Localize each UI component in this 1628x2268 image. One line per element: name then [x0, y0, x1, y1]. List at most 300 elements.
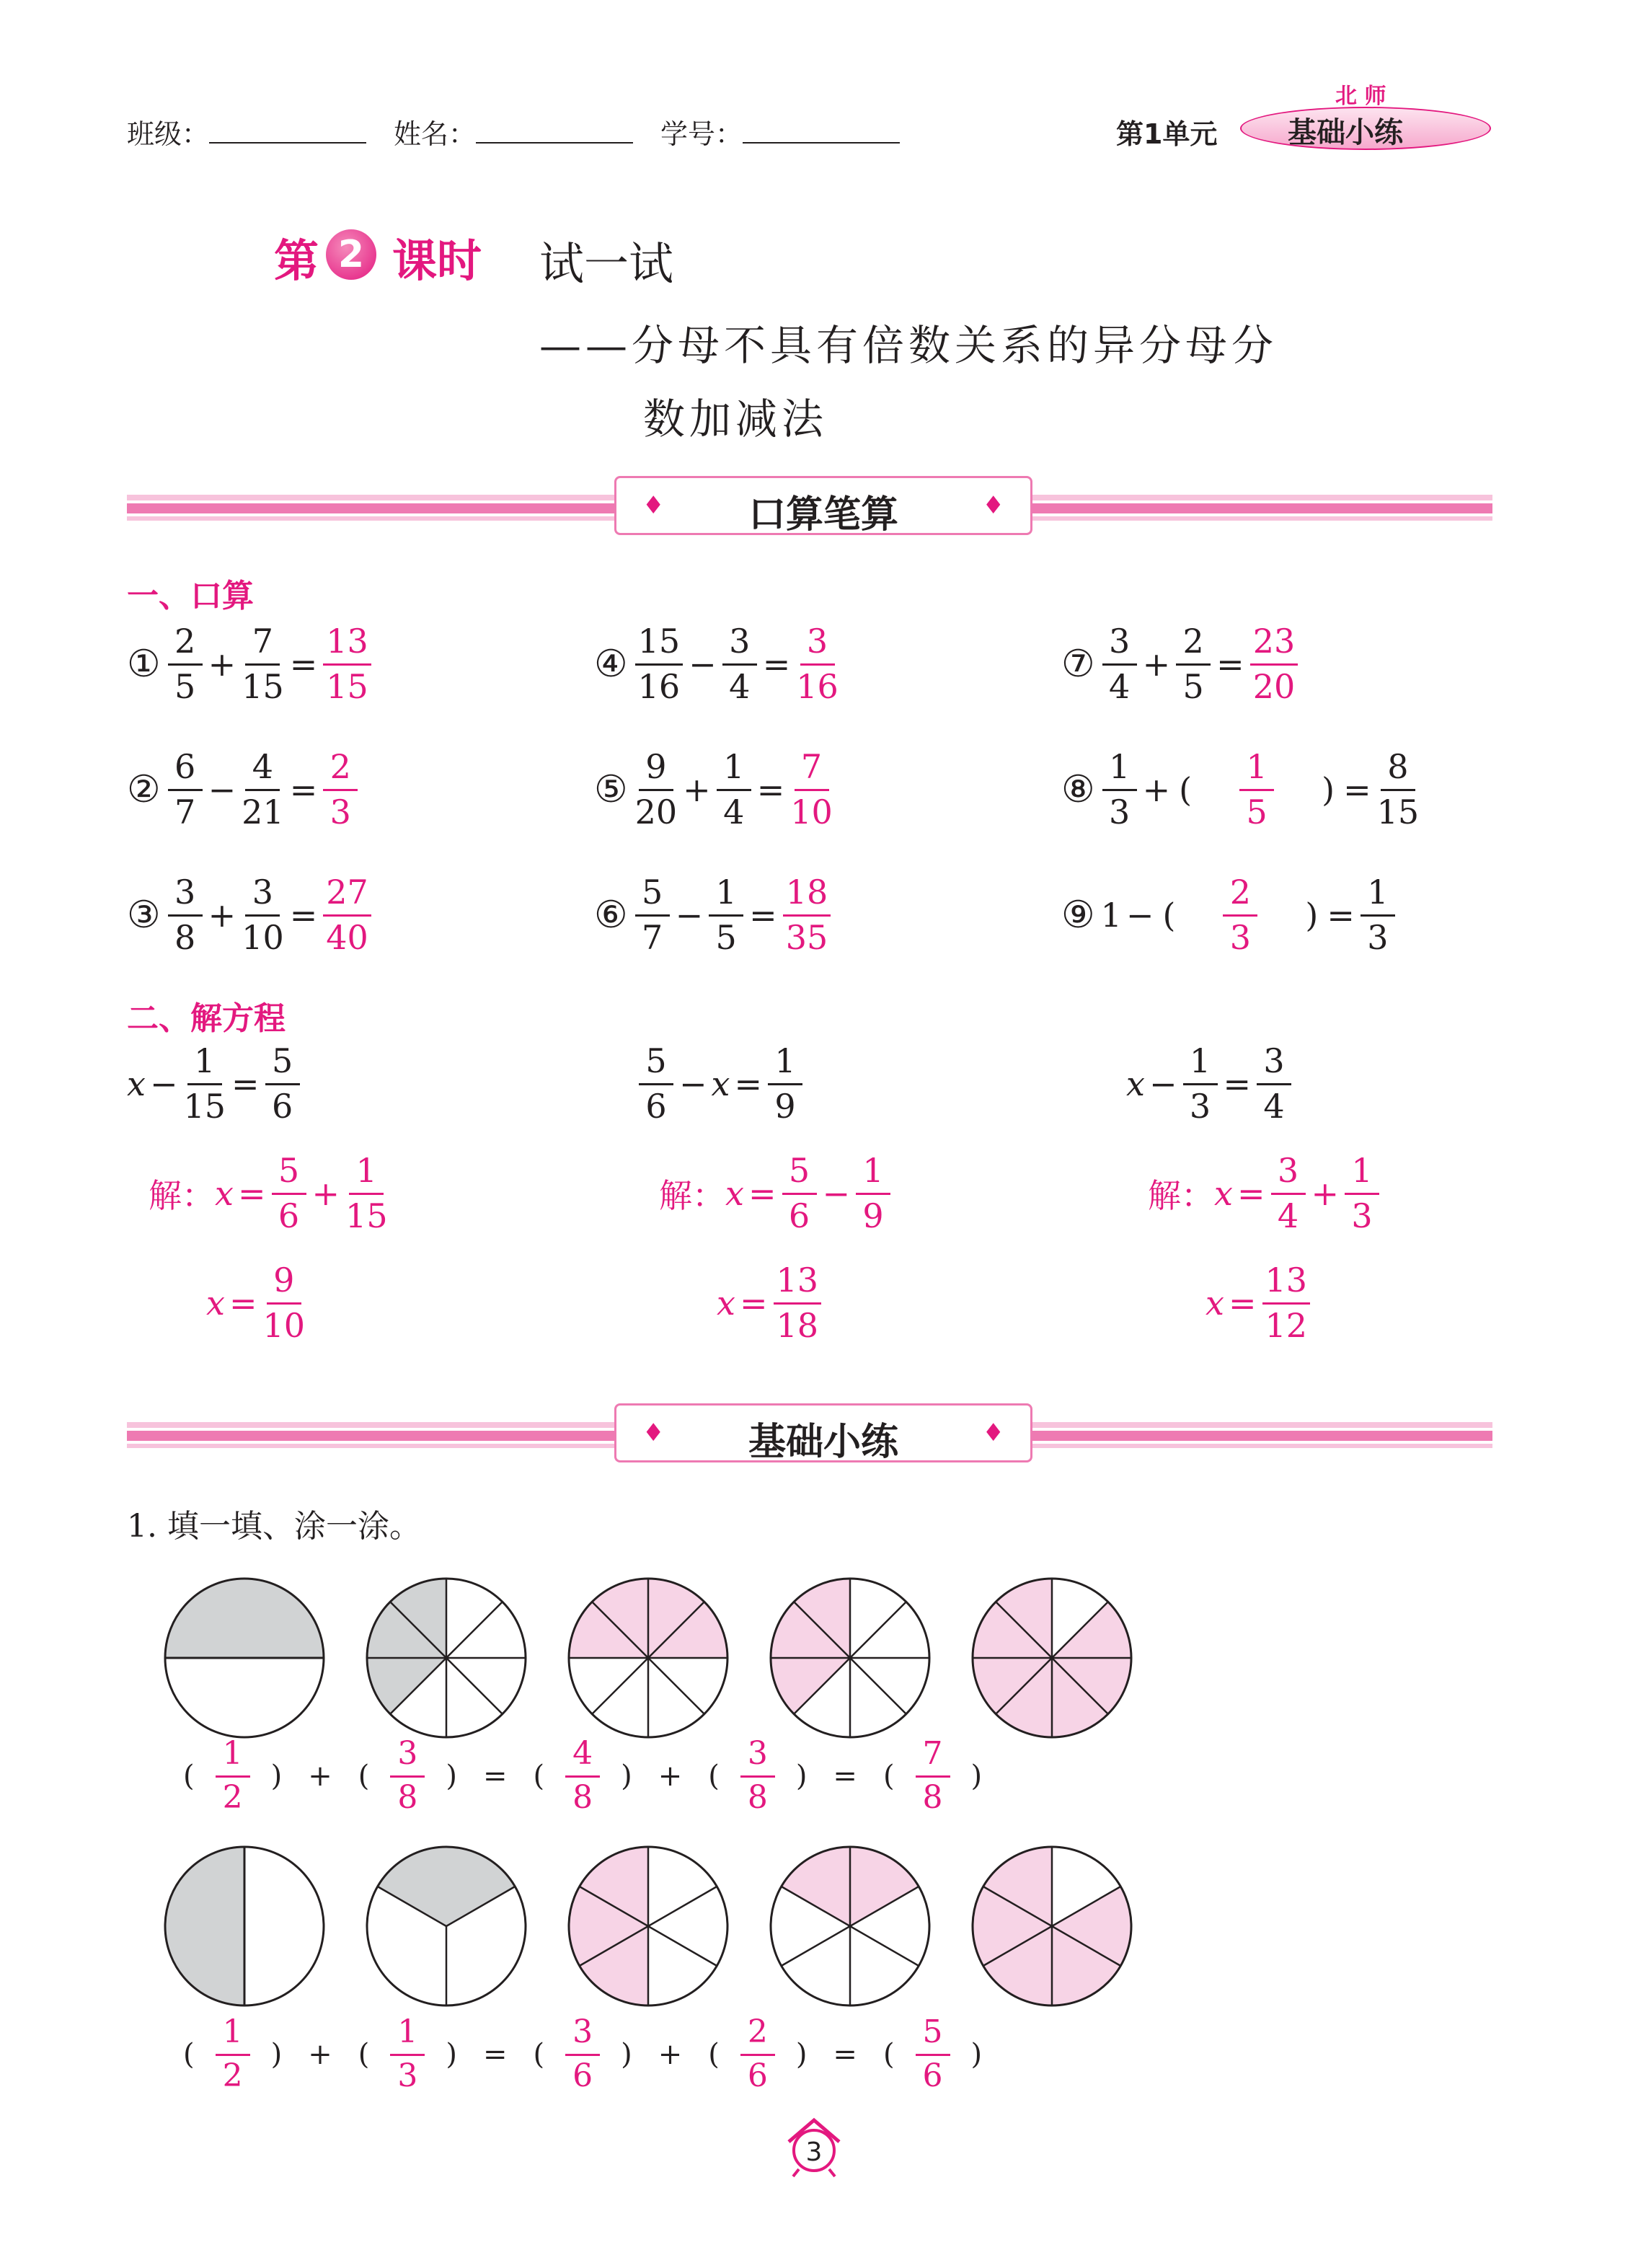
fill-blank[interactable] [557, 2013, 608, 2094]
oral-item [594, 747, 834, 831]
id-field [660, 112, 900, 151]
numerator: 8 [1381, 750, 1415, 791]
numerator: 3 [722, 625, 757, 666]
numerator: 1 [856, 1154, 890, 1195]
denominator: 3 [1108, 793, 1131, 831]
fill-blank[interactable] [208, 2013, 258, 2094]
fill-blank[interactable] [733, 2013, 783, 2094]
denominator: 15 [183, 1087, 226, 1126]
numerator: 18 [783, 875, 831, 917]
numerator: 3 [245, 875, 280, 917]
class-label: 班级： [127, 118, 210, 150]
circle-half [165, 1579, 324, 1737]
denominator: 8 [174, 918, 196, 957]
eq-result [265, 1041, 300, 1126]
denominator: 10 [242, 918, 284, 957]
numerator: 1 [216, 1738, 250, 1778]
fill-fraction [216, 2013, 250, 2094]
answer [323, 873, 371, 957]
numerator: 13 [1262, 1263, 1311, 1305]
numerator: 2 [323, 750, 358, 791]
operand-b [242, 747, 284, 831]
page-number: 3 [805, 2137, 823, 2167]
whole-number: 1 [1100, 895, 1122, 935]
paren: ) [270, 1759, 283, 1793]
numerator: 3 [168, 875, 203, 917]
operand-b [717, 747, 751, 831]
paren: ( [708, 1759, 720, 1793]
answer-blank[interactable] [1158, 873, 1322, 957]
operand-a [168, 747, 203, 831]
eq-term [183, 1041, 226, 1126]
section-title-2: 基础小练 [748, 1421, 898, 1464]
item-number: ③ [127, 893, 161, 937]
denominator: 2 [222, 2057, 243, 2094]
denominator: 3 [397, 2057, 418, 2094]
paren: ( [358, 1759, 370, 1793]
item-number: ⑨ [1061, 893, 1095, 937]
numerator: 1 [187, 1044, 222, 1085]
lesson-subtitle-line1: ——分母不具有倍数关系的异分母分 [539, 321, 1278, 370]
oral-item [1061, 622, 1299, 706]
numerator: 2 [168, 625, 203, 666]
step-term-a [782, 1151, 817, 1235]
brand-text: 基础小练 [1288, 116, 1403, 149]
step-term-b [856, 1151, 890, 1235]
denominator: 2 [222, 1779, 243, 1816]
paren: ( [882, 2037, 895, 2071]
solution-result [262, 1261, 306, 1345]
denominator: 15 [326, 667, 368, 706]
operand-a [168, 622, 203, 706]
name-field [394, 112, 633, 151]
circle-eighths-3-pink [771, 1579, 929, 1737]
denominator: 7 [641, 918, 663, 957]
operator: + [308, 2037, 332, 2071]
denominator: 5 [1246, 793, 1268, 831]
paren: ) [795, 2037, 808, 2071]
fill-fraction [916, 1735, 950, 1816]
numerator: 3 [390, 1738, 425, 1778]
operator: − [675, 895, 704, 935]
denominator: 6 [645, 1087, 667, 1126]
lesson-title: 试一试 [539, 237, 674, 290]
denominator: 16 [637, 667, 681, 706]
operator: − [1125, 895, 1154, 935]
solution-label: 解： [149, 1175, 215, 1215]
item-number: ⑦ [1061, 642, 1095, 686]
answer [323, 747, 358, 831]
oral-item [1061, 873, 1397, 957]
answer [796, 622, 839, 706]
paren: ( [358, 2037, 370, 2071]
oral-item [1061, 747, 1420, 831]
result [1361, 873, 1395, 957]
equals: = [289, 644, 318, 684]
answer [323, 622, 371, 706]
variable: x [127, 1064, 146, 1103]
fill-fraction [390, 1735, 425, 1816]
denominator: 4 [1263, 1087, 1285, 1126]
fill-blank[interactable] [208, 1735, 258, 1816]
operand-a [635, 622, 684, 706]
operator: = [833, 1759, 857, 1793]
numerator: 1 [1239, 750, 1274, 791]
equation [1126, 1041, 1293, 1126]
paren: ( [1162, 895, 1176, 935]
fill-row-1 [170, 1735, 995, 1816]
paren: ) [270, 2037, 283, 2071]
solution-step-2 [717, 1261, 823, 1345]
numerator: 5 [635, 875, 670, 917]
operand-b [709, 873, 743, 957]
numerator: 5 [782, 1154, 817, 1195]
oral-item [594, 873, 832, 957]
id-blank[interactable] [743, 118, 900, 144]
fill-row-2 [170, 2013, 995, 2094]
solution-result [1262, 1261, 1311, 1345]
numerator: 3 [1257, 1044, 1291, 1085]
oral-item [127, 873, 373, 957]
denominator: 5 [715, 918, 737, 957]
numerator: 1 [216, 2016, 250, 2056]
section-title-1: 口算笔算 [748, 493, 898, 537]
operator: + [311, 1173, 340, 1213]
solution-result [774, 1261, 822, 1345]
denominator: 6 [922, 2057, 943, 2094]
name-blank[interactable] [476, 118, 633, 144]
step-term-b [1345, 1151, 1379, 1235]
paren: ) [621, 1759, 632, 1793]
eq-result [768, 1041, 802, 1126]
variable: x [1214, 1173, 1233, 1213]
operand-a [1102, 622, 1137, 706]
denominator: 8 [747, 1779, 768, 1816]
equals: = [762, 644, 791, 684]
variable: x [1126, 1064, 1145, 1103]
id-label: 学号： [660, 118, 743, 150]
answer [790, 747, 833, 831]
denominator: 5 [174, 667, 196, 706]
oral-item [127, 747, 359, 831]
denominator: 3 [1189, 1087, 1211, 1126]
operator: = [482, 2037, 508, 2071]
answer-blank[interactable] [1174, 747, 1339, 831]
fill-fraction [565, 2013, 600, 2094]
operator: + [683, 769, 711, 809]
denominator: 21 [242, 793, 284, 831]
numerator: 1 [768, 1044, 802, 1085]
operand-b [1176, 622, 1211, 706]
numerator: 7 [916, 1738, 950, 1778]
numerator: 23 [1250, 625, 1299, 666]
class-field [127, 112, 366, 151]
equals: = [748, 1173, 777, 1213]
numerator: 4 [245, 750, 280, 791]
diamond-icon: ♦ [642, 1418, 665, 1447]
paren: ) [446, 1759, 457, 1793]
denominator: 4 [1108, 667, 1131, 706]
operator: + [1142, 769, 1171, 809]
solution-label: 解： [659, 1175, 725, 1215]
denominator: 15 [1376, 793, 1420, 831]
variable: x [725, 1173, 744, 1213]
numerator: 6 [168, 750, 203, 791]
circle-eighths-4-pink [569, 1579, 727, 1737]
lesson-subtitle-line2: 数加减法 [643, 394, 828, 444]
paren: ( [183, 1759, 195, 1793]
denominator: 10 [790, 793, 833, 831]
numerator: 3 [565, 2016, 600, 2056]
answer [1250, 622, 1299, 706]
denominator: 3 [1229, 918, 1252, 957]
denominator: 16 [796, 667, 839, 706]
equals: = [1228, 1283, 1257, 1323]
denominator: 40 [326, 918, 368, 957]
paren: ) [795, 1759, 808, 1793]
solution-step-1 [659, 1151, 892, 1235]
numerator: 1 [717, 750, 751, 791]
lesson-tag-suffix: 课时 [392, 234, 482, 287]
circle-eighths-3-gray [367, 1579, 526, 1737]
operator: − [1149, 1064, 1177, 1103]
solution-label: 解： [1148, 1175, 1214, 1215]
denominator: 6 [747, 2057, 768, 2094]
denominator: 18 [776, 1306, 819, 1345]
operator: + [658, 2037, 683, 2071]
equals: = [1216, 644, 1244, 684]
denominator: 5 [1182, 667, 1204, 706]
operator: = [833, 2037, 857, 2071]
denominator: 8 [572, 1779, 593, 1816]
numerator: 5 [265, 1044, 300, 1085]
part-equation-heading: 二、解方程 [127, 1000, 286, 1037]
numerator: 13 [774, 1263, 822, 1305]
circle-row-2 [163, 1845, 1172, 2011]
class-blank[interactable] [209, 118, 366, 144]
brand-top: 北 师 [1335, 84, 1386, 109]
operand-b [242, 873, 284, 957]
operator: − [689, 644, 717, 684]
circle-eighths-7-pink [973, 1579, 1131, 1737]
operand-a [634, 747, 678, 831]
circle-half-vertical [165, 1847, 324, 2006]
question-1: 1. 填一填、涂一涂。 [127, 1508, 421, 1545]
part-oral-heading: 一、口算 [127, 578, 254, 614]
operator: − [208, 769, 236, 809]
numerator: 1 [390, 2016, 425, 2056]
numerator: 2 [1223, 875, 1257, 917]
step-term-a [272, 1151, 306, 1235]
paren: ) [970, 1759, 983, 1793]
variable: x [1205, 1283, 1224, 1323]
operand-a [635, 873, 670, 957]
equals: = [289, 769, 318, 809]
name-label: 姓名： [394, 118, 477, 150]
fill-blank[interactable] [733, 1735, 783, 1816]
denominator: 9 [774, 1087, 796, 1126]
fill-blank[interactable] [382, 1735, 433, 1816]
item-number: ② [127, 767, 161, 811]
lesson-tag-prefix: 第 [274, 234, 319, 287]
numerator: 27 [323, 875, 371, 917]
denominator: 3 [1367, 918, 1389, 957]
answer [783, 873, 831, 957]
equals: = [231, 1064, 260, 1103]
fill-blank[interactable] [908, 2013, 958, 2094]
section-title-box-2 [614, 1403, 1032, 1462]
solution-step-1 [1148, 1151, 1381, 1235]
paren: ( [183, 2037, 195, 2071]
fill-fraction [390, 2013, 425, 2094]
denominator: 6 [278, 1196, 300, 1235]
eq-result [1257, 1041, 1291, 1126]
circle-sixths-2-pink [771, 1847, 929, 2006]
oral-item [594, 622, 840, 706]
equals: = [739, 1283, 768, 1323]
numerator: 1 [1361, 875, 1395, 917]
circle-row-1 [163, 1576, 1172, 1742]
equals: = [1237, 1173, 1265, 1213]
operand-b [242, 622, 284, 706]
numerator: 15 [635, 625, 684, 666]
operand-b [722, 622, 757, 706]
equals: = [1343, 769, 1371, 809]
numerator: 1 [349, 1154, 384, 1195]
item-number: ④ [594, 642, 628, 686]
equals: = [289, 895, 318, 935]
denominator: 4 [1277, 1196, 1299, 1235]
equals: = [734, 1064, 763, 1103]
denominator: 6 [572, 2057, 593, 2094]
paren: ) [446, 2037, 457, 2071]
section-title-box-1 [614, 476, 1032, 535]
operator: + [308, 1759, 332, 1793]
circle-sixths-3-pink [569, 1847, 727, 2006]
operator: + [208, 895, 236, 935]
equals: = [756, 769, 785, 809]
paren: ( [533, 2037, 545, 2071]
equation [127, 1041, 301, 1126]
fill-fraction [216, 1735, 250, 1816]
fill-fraction [565, 1735, 600, 1816]
operator: + [208, 644, 236, 684]
paren: ) [621, 2037, 632, 2071]
item-number: ⑤ [594, 767, 628, 811]
fill-blank[interactable] [557, 1735, 608, 1816]
paren: ) [970, 2037, 983, 2071]
denominator: 8 [397, 1779, 418, 1816]
denominator: 10 [262, 1306, 306, 1345]
fill-fraction [740, 2013, 775, 2094]
numerator: 5 [639, 1044, 673, 1085]
step-term-b [345, 1151, 388, 1235]
denominator: 12 [1265, 1306, 1308, 1345]
fill-blank[interactable] [382, 2013, 433, 2094]
unit-label: 第1单元 [1116, 118, 1218, 150]
numerator: 1 [1102, 750, 1137, 791]
numerator: 13 [323, 625, 371, 666]
operator: + [1311, 1173, 1340, 1213]
solution-step-2 [206, 1261, 306, 1345]
operand-a [168, 873, 203, 957]
denominator: 20 [634, 793, 678, 831]
item-number: ① [127, 642, 161, 686]
numerator: 3 [740, 1738, 775, 1778]
eq-term [639, 1041, 673, 1126]
numerator: 5 [272, 1154, 306, 1195]
variable: x [717, 1283, 735, 1323]
numerator: 7 [245, 625, 280, 666]
equals: = [1223, 1064, 1252, 1103]
operator: = [482, 1759, 508, 1793]
operator: − [679, 1064, 707, 1103]
paren: ( [533, 1759, 545, 1793]
numerator: 5 [916, 2016, 950, 2056]
numerator: 1 [709, 875, 743, 917]
denominator: 9 [862, 1196, 884, 1235]
eq-term [1183, 1041, 1218, 1126]
numerator: 9 [639, 750, 673, 791]
equals: = [237, 1173, 266, 1213]
paren: ( [1179, 769, 1193, 809]
step-term-a [1271, 1151, 1306, 1235]
operator: + [1142, 644, 1171, 684]
circle-sixths-5-pink [973, 1847, 1131, 2006]
oral-item [127, 622, 373, 706]
variable: x [711, 1064, 730, 1103]
paren: ) [1322, 769, 1335, 809]
paren: ( [708, 2037, 720, 2071]
operator: − [149, 1064, 178, 1103]
item-number: ⑥ [594, 893, 628, 937]
equals: = [749, 895, 777, 935]
diamond-icon: ♦ [642, 491, 665, 520]
operator: − [822, 1173, 851, 1213]
diamond-icon: ♦ [982, 491, 1004, 520]
variable: x [215, 1173, 234, 1213]
solution-step-1 [149, 1151, 389, 1235]
solution-step-2 [1205, 1261, 1311, 1345]
numerator: 2 [1176, 625, 1211, 666]
paren: ( [882, 1759, 895, 1793]
numerator: 1 [1183, 1044, 1218, 1085]
operator: + [658, 1759, 683, 1793]
variable: x [206, 1283, 225, 1323]
equation [637, 1041, 804, 1126]
numerator: 1 [1345, 1154, 1379, 1195]
answer [1239, 747, 1274, 831]
numerator: 3 [800, 625, 835, 666]
item-number: ⑧ [1061, 767, 1095, 811]
answer [1223, 873, 1257, 957]
numerator: 7 [795, 750, 829, 791]
denominator: 4 [729, 667, 751, 706]
equals: = [1327, 895, 1355, 935]
numerator: 2 [740, 2016, 775, 2056]
denominator: 15 [345, 1196, 388, 1235]
fill-fraction [740, 1735, 775, 1816]
operand-a [1102, 747, 1137, 831]
denominator: 4 [723, 793, 745, 831]
numerator: 4 [565, 1738, 600, 1778]
numerator: 3 [1271, 1154, 1306, 1195]
denominator: 35 [785, 918, 828, 957]
numerator: 3 [1102, 625, 1137, 666]
denominator: 7 [174, 793, 196, 831]
fill-blank[interactable] [908, 1735, 958, 1816]
paren: ) [1305, 895, 1319, 935]
